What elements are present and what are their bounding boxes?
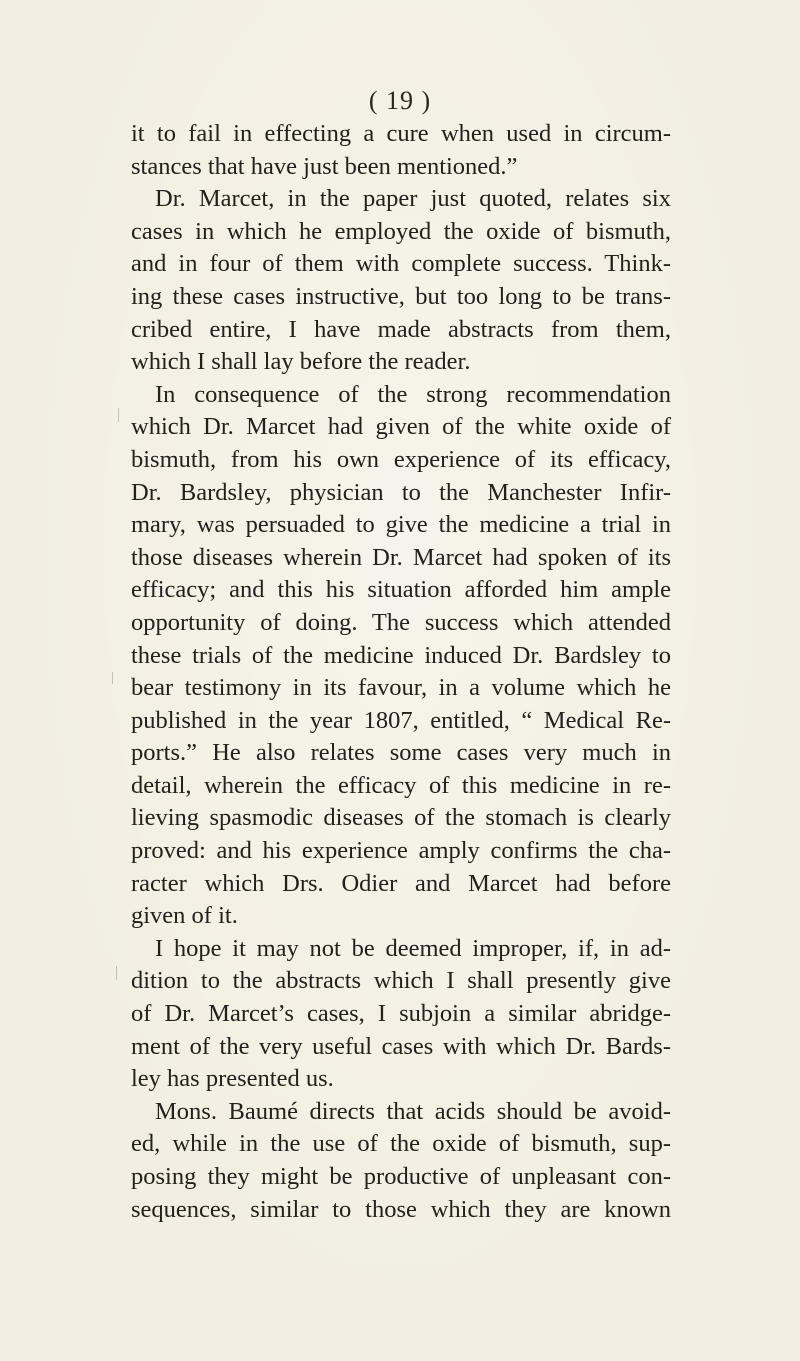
text-line: given of it. [131, 902, 238, 930]
text-line: which Dr. Marcet had given of the white oxide of [131, 413, 671, 441]
text-line: posing they might be productive of unpleasant con- [131, 1163, 671, 1190]
text-line: it to fail in effecting a cure when used in circum- [131, 120, 671, 147]
page-number: ( 19 ) [368, 86, 432, 115]
body-text [131, 118, 671, 1226]
text-line: cases in which he employed the oxide of bismuth, [131, 217, 671, 245]
margin-mark [116, 966, 117, 980]
text-line: ley has presented us. [131, 1065, 334, 1093]
text-line: published in the year 1807, entitled, “ Medical Re- [131, 706, 671, 734]
text-line: racter which Drs. Odier and Marcet had before [131, 869, 671, 897]
text-line: ed, while in the use of the oxide of bismuth, sup- [131, 1130, 671, 1158]
text-line: Dr. Bardsley, physician to the Manchester Infir- [131, 478, 671, 506]
text-line: these trials of the medicine induced Dr. Bardsley to [131, 641, 671, 669]
text-line: lieving spasmodic diseases of the stomach is clearly [131, 804, 671, 832]
text-line: detail, wherein the efficacy of this medicine in re- [131, 771, 671, 799]
margin-mark [112, 672, 113, 684]
text-line: and in four of them with complete success. Think- [131, 250, 671, 278]
margin-mark [118, 408, 119, 422]
text-line: bear testimony in its favour, in a volume which he [131, 674, 671, 702]
text-line: In consequence of the strong recommendation [155, 380, 671, 408]
text-line: mary, was persuaded to give the medicine a trial in [131, 511, 671, 539]
text-line: which I shall lay before the reader. [131, 348, 471, 376]
text-line: Dr. Marcet, in the paper just quoted, relates six [155, 185, 671, 213]
text-line: stances that have just been mentioned.” [131, 152, 518, 180]
text-line: opportunity of doing. The success which attended [131, 608, 671, 636]
text-line: efficacy; and this his situation afforded him ample [131, 576, 671, 604]
text-line: Mons. Baumé directs that acids should be avoid- [155, 1097, 671, 1125]
text-line: ports.” He also relates some cases very much in [131, 739, 671, 767]
text-line: those diseases wherein Dr. Marcet had spoken of its [131, 543, 671, 571]
text-line: ment of the very useful cases with which Dr. Bards- [131, 1032, 671, 1060]
text-line: ing these cases instructive, but too long to be trans- [131, 282, 671, 310]
text-line: dition to the abstracts which I shall presently give [131, 967, 671, 995]
text-line: cribed entire, I have made abstracts from them, [131, 315, 671, 343]
text-line: I hope it may not be deemed improper, if, in ad- [155, 934, 671, 962]
text-line: bismuth, from his own experience of its efficacy, [131, 445, 671, 473]
text-line: sequences, similar to those which they are known [131, 1195, 671, 1223]
text-line: of Dr. Marcet’s cases, I subjoin a similar abridge- [131, 1000, 671, 1028]
text-line: proved: and his experience amply confirms the cha- [131, 837, 671, 865]
